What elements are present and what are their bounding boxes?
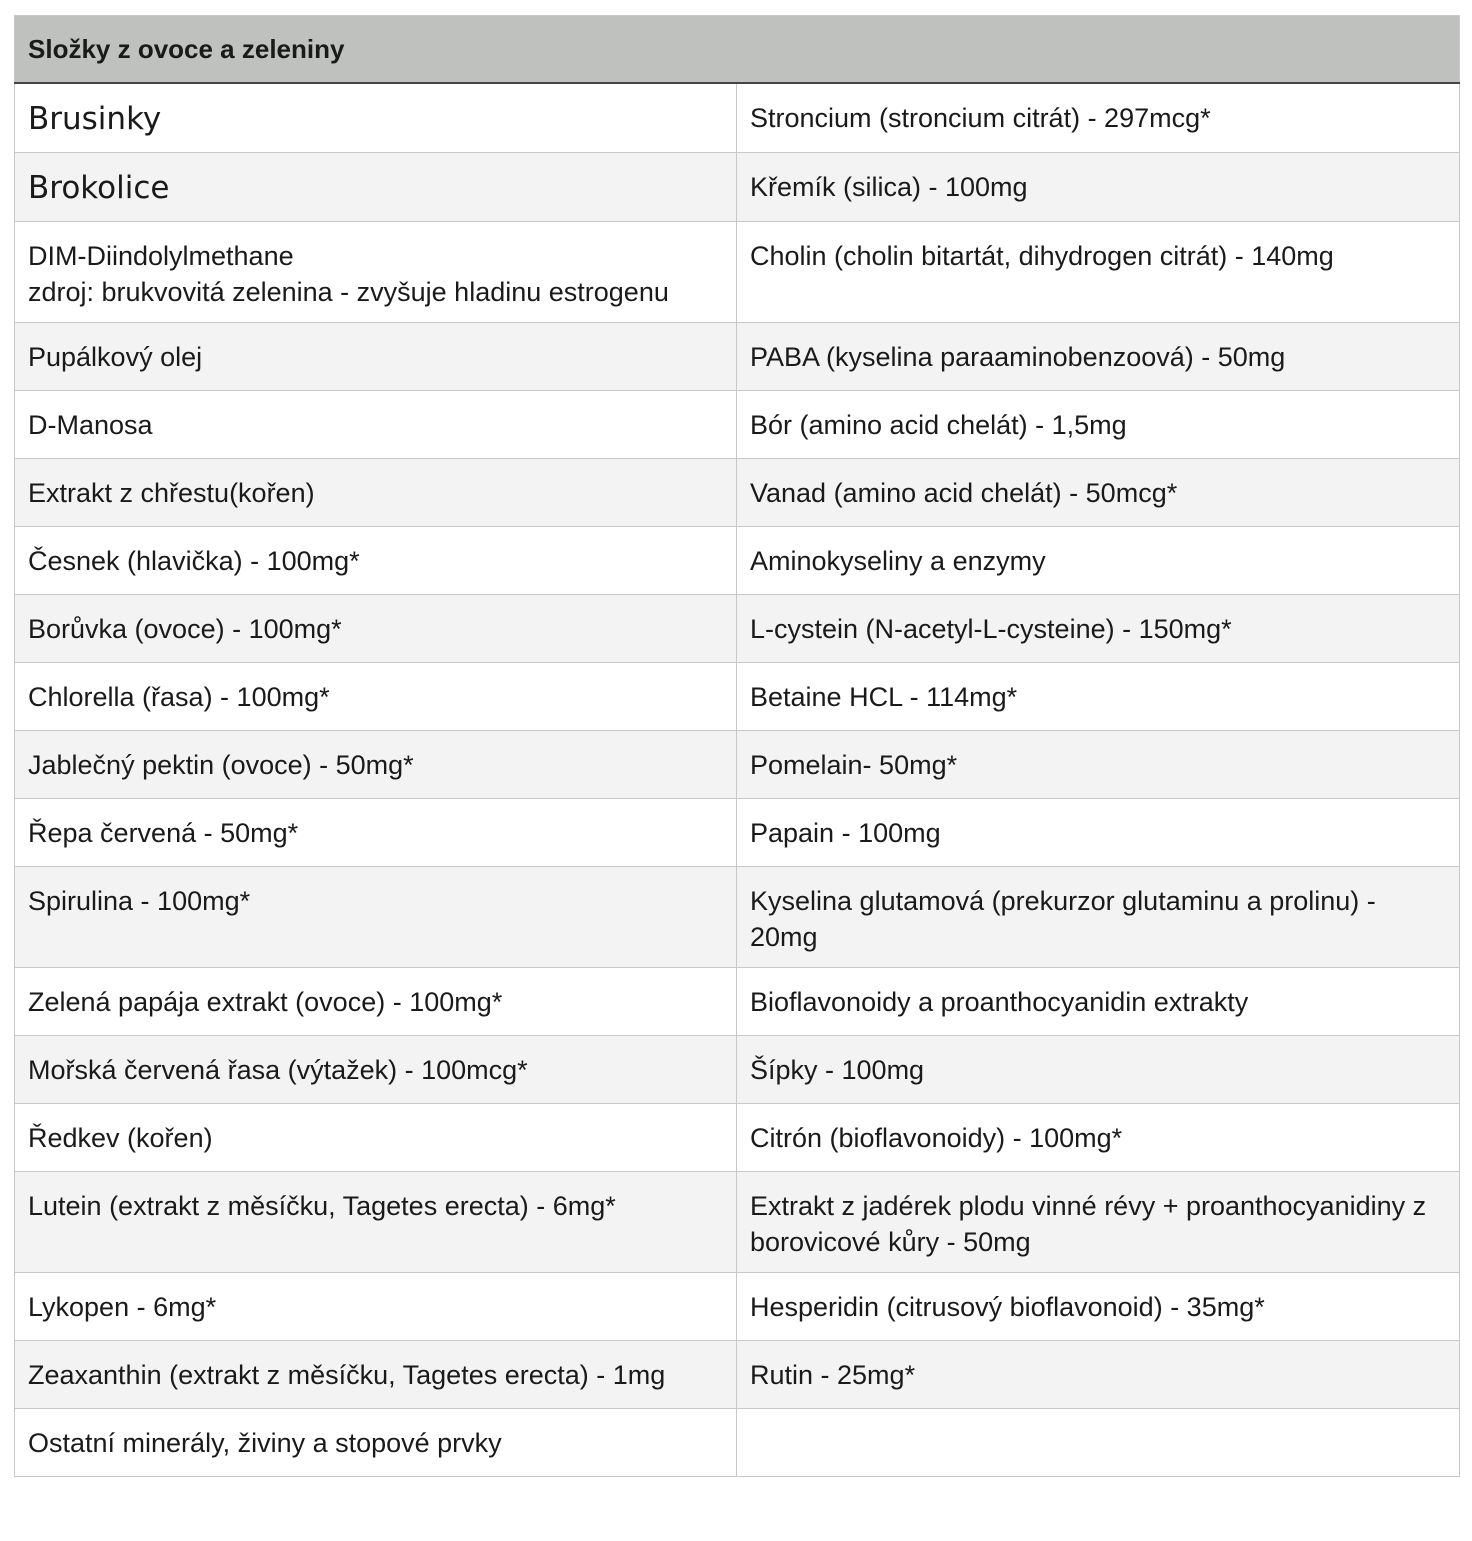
table-cell-left: Řepa červená - 50mg* (15, 799, 737, 867)
table-cell-right: Citrón (bioflavonoidy) - 100mg* (737, 1104, 1460, 1172)
table-row (15, 799, 1460, 867)
table-cell-right: Šípky - 100mg (737, 1036, 1460, 1104)
table-cell-left: Extrakt z chřestu(kořen) (15, 459, 737, 527)
table-cell-left: Ředkev (kořen) (15, 1104, 737, 1172)
table-row (15, 968, 1460, 1036)
table-row (15, 1172, 1460, 1273)
table-cell-right: Bór (amino acid chelát) - 1,5mg (737, 391, 1460, 459)
table-cell-left: Pupálkový olej (15, 323, 737, 391)
table-cell-right: Vanad (amino acid chelát) - 50mcg* (737, 459, 1460, 527)
table-cell-right: L-cystein (N-acetyl-L-cysteine) - 150mg* (737, 595, 1460, 663)
table-header: Složky z ovoce a zeleniny (15, 16, 1460, 84)
table-row (15, 731, 1460, 799)
table-row (15, 391, 1460, 459)
ingredients-table (14, 15, 1460, 1477)
table-row (15, 595, 1460, 663)
table-cell-left: Chlorella (řasa) - 100mg* (15, 663, 737, 731)
table-cell-left: Brokolice (15, 153, 737, 222)
table-cell-left: DIM-Diindolylmethane zdroj: brukvovitá zelenina - zvyšuje hladinu estrogenu (15, 222, 737, 323)
table-row (15, 1036, 1460, 1104)
table-row (15, 1273, 1460, 1341)
table-row (15, 153, 1460, 222)
table-cell-left: Spirulina - 100mg* (15, 867, 737, 968)
table-cell-right: Hesperidin (citrusový bioflavonoid) - 35mg* (737, 1273, 1460, 1341)
table-cell-left: Ostatní minerály, živiny a stopové prvky (15, 1409, 737, 1477)
table-cell-right: Křemík (silica) - 100mg (737, 153, 1460, 222)
table-cell-right (737, 1409, 1460, 1477)
table-cell-left: Mořská červená řasa (výtažek) - 100mcg* (15, 1036, 737, 1104)
table-cell-left: Lutein (extrakt z měsíčku, Tagetes erecta) - 6mg* (15, 1172, 737, 1273)
table-cell-left: Česnek (hlavička) - 100mg* (15, 527, 737, 595)
table-cell-left: Jablečný pektin (ovoce) - 50mg* (15, 731, 737, 799)
table-cell-left: Zeaxanthin (extrakt z měsíčku, Tagetes erecta) - 1mg (15, 1341, 737, 1409)
table-cell-right: Betaine HCL - 114mg* (737, 663, 1460, 731)
table-cell-left: D-Manosa (15, 391, 737, 459)
table-cell-right: Bioflavonoidy a proanthocyanidin extrakty (737, 968, 1460, 1036)
table-row (15, 867, 1460, 968)
table-row (15, 1409, 1460, 1477)
table-cell-left: Lykopen - 6mg* (15, 1273, 737, 1341)
table-cell-right: Extrakt z jadérek plodu vinné révy + proanthocyanidiny z borovicové kůry - 50mg (737, 1172, 1460, 1273)
table-row (15, 222, 1460, 323)
table-cell-right: Pomelain- 50mg* (737, 731, 1460, 799)
table-row (15, 323, 1460, 391)
table-cell-right: Kyselina glutamová (prekurzor glutaminu a prolinu) - 20mg (737, 867, 1460, 968)
table-row (15, 1341, 1460, 1409)
table-cell-right: Stroncium (stroncium citrát) - 297mcg* (737, 83, 1460, 153)
table-row (15, 459, 1460, 527)
table-row (15, 527, 1460, 595)
table-cell-right: Cholin (cholin bitartát, dihydrogen citrát) - 140mg (737, 222, 1460, 323)
table-cell-left: Borůvka (ovoce) - 100mg* (15, 595, 737, 663)
table-header-row (15, 16, 1460, 84)
table-cell-left: Brusinky (15, 83, 737, 153)
table-row (15, 83, 1460, 153)
table-cell-right: Rutin - 25mg* (737, 1341, 1460, 1409)
table-cell-right: Aminokyseliny a enzymy (737, 527, 1460, 595)
table-cell-right: PABA (kyselina paraaminobenzoová) - 50mg (737, 323, 1460, 391)
table-row (15, 1104, 1460, 1172)
ingredients-table-container (14, 15, 1459, 1477)
table-row (15, 663, 1460, 731)
table-cell-right: Papain - 100mg (737, 799, 1460, 867)
table-cell-left: Zelená papája extrakt (ovoce) - 100mg* (15, 968, 737, 1036)
